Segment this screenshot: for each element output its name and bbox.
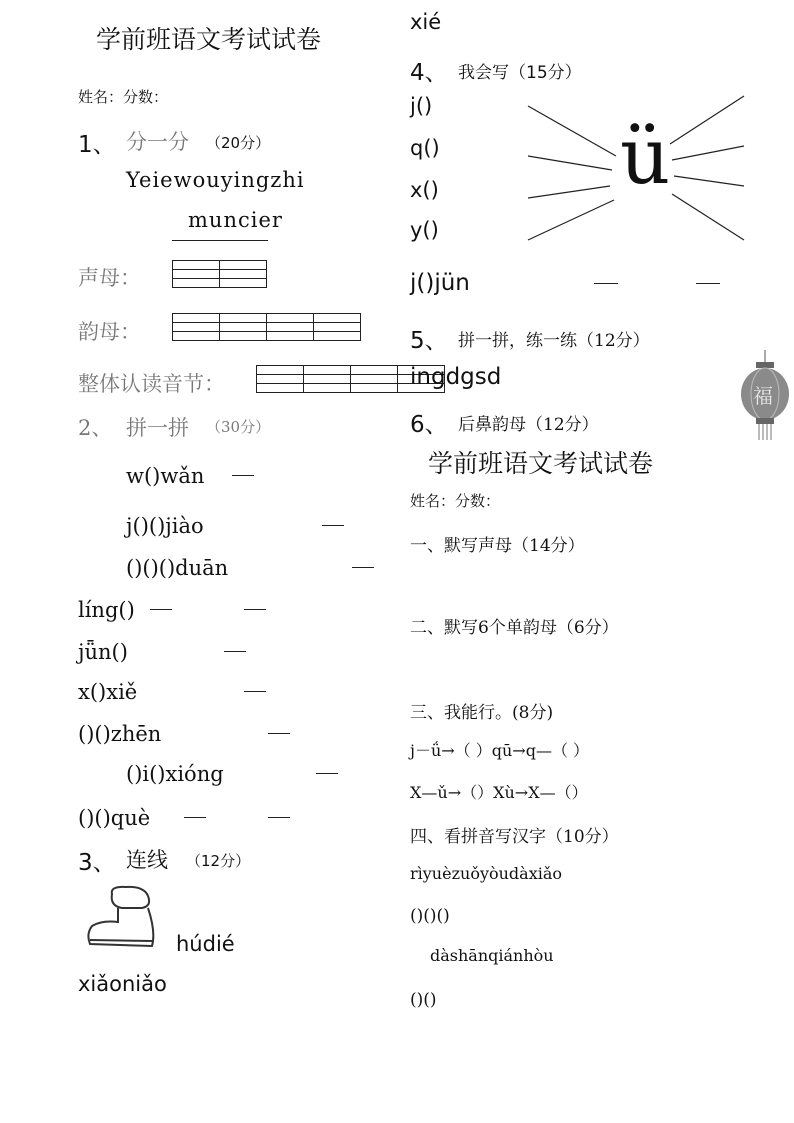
pinyin-line-1: Yeiewouyingzhi xyxy=(126,168,305,192)
lantern-character: 福 xyxy=(753,384,773,408)
jun-text: j()jün xyxy=(410,270,470,296)
underline xyxy=(172,240,268,241)
yunmu-label: 韵母： xyxy=(78,320,141,344)
letter-row: x() xyxy=(410,178,439,202)
pinyin-row: ()i()xióng xyxy=(126,762,224,786)
section-5-title: 拼一拼，练一练（12分） xyxy=(458,331,650,351)
section-2-title: 拼一拼 xyxy=(126,416,189,440)
xiaoniao-text: xiǎoniǎo xyxy=(78,972,167,996)
section-2-number: 2、 xyxy=(78,416,113,440)
pinyin-row: j()()jiào xyxy=(126,514,204,538)
section-6-title: 后鼻韵母（12分） xyxy=(458,415,599,435)
section-1-title: 分一分 xyxy=(126,130,189,154)
blank-dash xyxy=(244,691,266,692)
pinyin-row: x()xiě xyxy=(78,680,138,704)
section-6-number: 6、 xyxy=(410,412,448,438)
letter-row: j() xyxy=(410,94,433,118)
pinyin-line-2: muncier xyxy=(188,208,283,232)
blank-dash xyxy=(316,773,338,774)
question-3-line-2: X—ǔ→（）Xù→X—（） xyxy=(410,783,588,802)
pinyin-row: w()wǎn xyxy=(126,464,205,488)
blank-dash xyxy=(696,283,720,284)
hudie-text: húdié xyxy=(176,932,235,956)
zhengti-label: 整体认读音节： xyxy=(78,372,225,396)
section-4-number: 4、 xyxy=(410,60,448,86)
section-2-score: （30分） xyxy=(206,418,271,436)
name-score-label-2: 姓名：分数： xyxy=(410,492,501,510)
u-umlaut-letter: ü xyxy=(620,112,671,202)
question-3-line-1: j－ǘ→（ ）qū→q—（ ） xyxy=(410,741,590,760)
xie-text: xié xyxy=(410,10,442,34)
blank-dash xyxy=(268,817,290,818)
pinyin-row: ()()zhēn xyxy=(78,722,162,746)
question-3: 三、我能行。(8分) xyxy=(410,703,554,723)
question-4-pinyin-1: rìyuèzuǒyòudàxiǎo xyxy=(410,864,563,883)
blank-dash xyxy=(232,475,254,476)
letter-row: q() xyxy=(410,136,440,160)
blank-dash xyxy=(268,733,290,734)
page-title-2: 学前班语文考试试卷 xyxy=(428,449,654,478)
boot-icon xyxy=(82,884,164,952)
section-3-score: （12分） xyxy=(186,852,251,870)
letter-row: y() xyxy=(410,218,439,242)
blank-dash xyxy=(352,567,374,568)
question-1: 一、默写声母（14分） xyxy=(410,536,585,556)
section-1-number: 1、 xyxy=(78,132,116,158)
pinyin-row: ()()()duān xyxy=(126,556,229,580)
pinyin-row: ()()què xyxy=(78,806,151,830)
blank-dash xyxy=(184,817,206,818)
ingdgsd-text: ingdgsd xyxy=(410,364,502,390)
shengmu-label: 声母： xyxy=(78,266,141,290)
blank-dash xyxy=(244,609,266,610)
section-5-number: 5、 xyxy=(410,328,448,354)
question-2: 二、默写6个单韵母（6分） xyxy=(410,618,619,638)
question-4-blank-1[interactable]: ()()() xyxy=(410,906,450,926)
shengmu-grid[interactable] xyxy=(172,260,267,288)
section-3-title: 连线 xyxy=(126,848,168,872)
pinyin-row: líng() xyxy=(78,598,135,622)
page-title: 学前班语文考试试卷 xyxy=(96,25,322,54)
question-4: 四、看拼音写汉字（10分） xyxy=(410,827,619,847)
section-4-title: 我会写（15分） xyxy=(458,63,582,83)
section-1-score: （20分） xyxy=(206,134,271,152)
blank-dash xyxy=(594,283,618,284)
blank-dash xyxy=(150,609,172,610)
blank-dash xyxy=(224,651,246,652)
question-4-pinyin-2: dàshānqiánhòu xyxy=(430,946,554,965)
yunmu-grid[interactable] xyxy=(172,313,361,341)
section-3-number: 3、 xyxy=(78,850,116,876)
name-score-label: 姓名：分数： xyxy=(78,88,169,106)
blank-dash xyxy=(322,525,344,526)
question-4-blank-2[interactable]: ()() xyxy=(410,990,437,1010)
pinyin-row: jǖn() xyxy=(78,640,128,664)
